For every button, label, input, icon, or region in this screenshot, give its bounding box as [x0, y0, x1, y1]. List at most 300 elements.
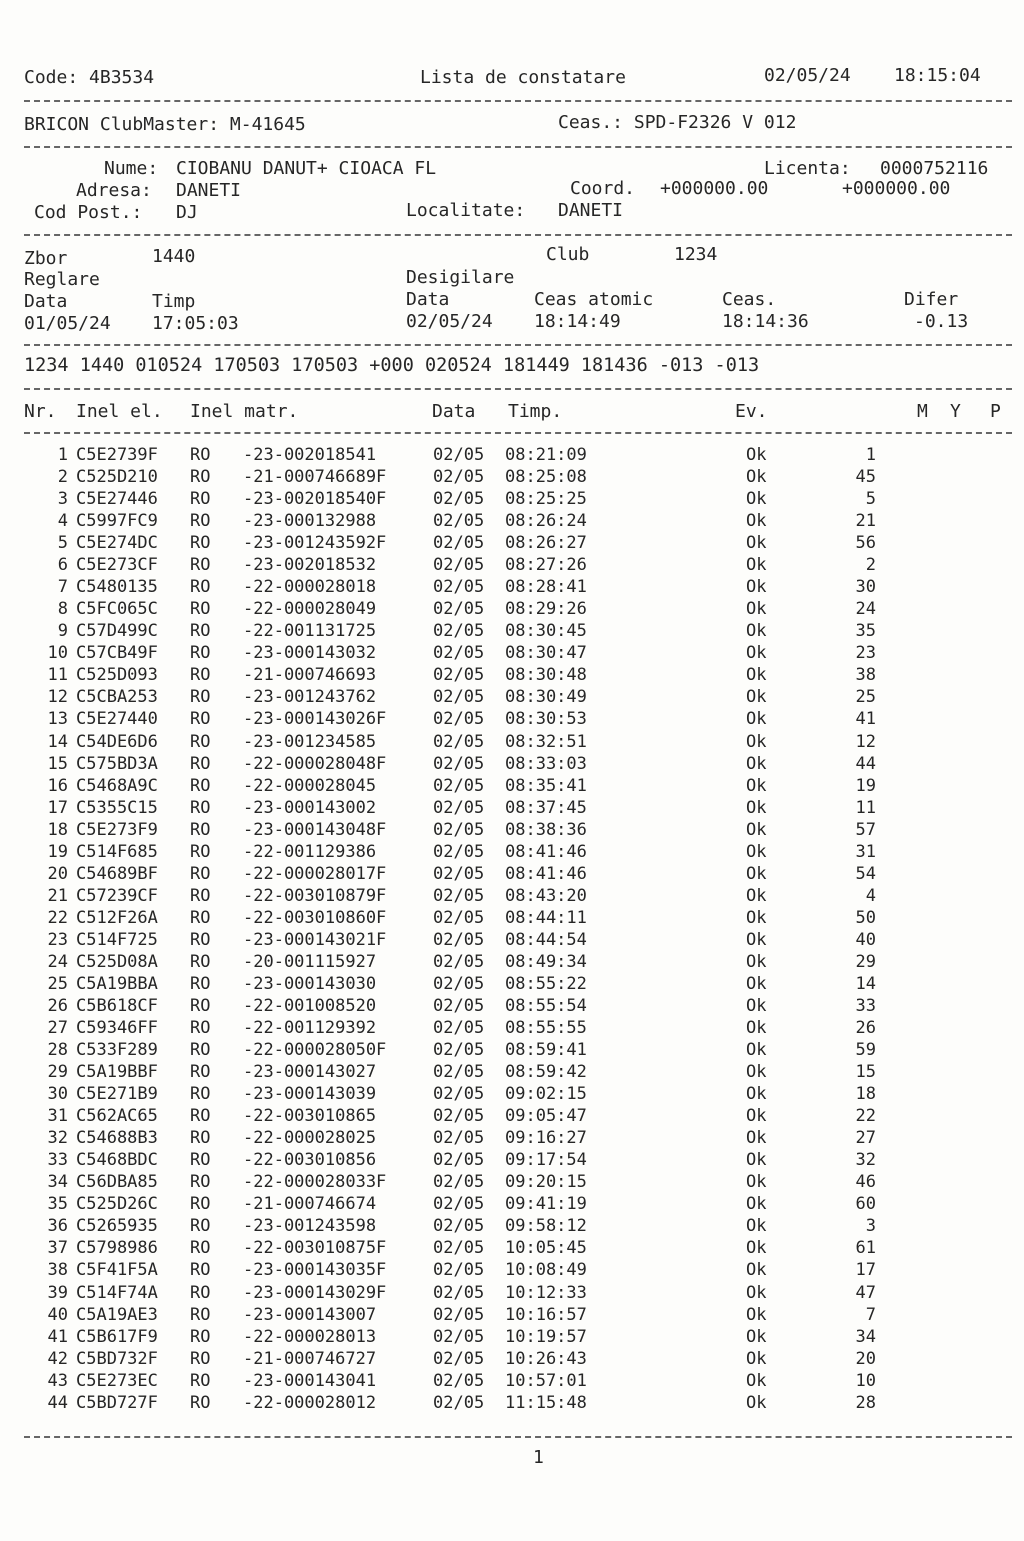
- arrival-date: 02/05: [433, 1172, 485, 1193]
- event-status: Ok: [746, 1392, 767, 1413]
- arrival-position: 41: [855, 709, 876, 730]
- electronic-ring: C525D210: [76, 467, 158, 488]
- electronic-ring: C562AC65: [76, 1106, 158, 1127]
- arrival-time: 10:57:01: [505, 1370, 587, 1391]
- electronic-ring: C5BD732F: [76, 1348, 158, 1369]
- event-status: Ok: [746, 1194, 767, 1215]
- table-row: [0, 1061, 1024, 1083]
- ring-country: RO: [190, 1106, 211, 1127]
- table-row: [0, 708, 1024, 730]
- desigilare-date: 02/05/24: [406, 311, 493, 332]
- arrival-time: 08:21:09: [505, 445, 587, 465]
- ring-number: -23-001243762: [243, 687, 377, 708]
- electronic-ring: C5E2739F: [76, 445, 158, 465]
- event-status: Ok: [746, 1018, 767, 1039]
- arrival-position: 11: [855, 797, 876, 818]
- arrival-date: 02/05: [433, 621, 485, 642]
- table-row: [0, 532, 1024, 554]
- ring-number: -22-000028049: [243, 599, 377, 620]
- locality-label: Localitate:: [406, 200, 526, 221]
- table-row: [0, 775, 1024, 797]
- ring-country: RO: [190, 709, 211, 730]
- ring-country: RO: [190, 1282, 211, 1303]
- arrival-position: 29: [855, 951, 876, 972]
- ring-country: RO: [190, 1326, 211, 1347]
- arrival-time: 08:26:27: [505, 533, 587, 554]
- name-label: Nume:: [104, 158, 159, 179]
- arrival-date: 02/05: [433, 797, 485, 818]
- col-header-data: Data: [432, 401, 476, 422]
- table-row: [0, 664, 1024, 686]
- event-status: Ok: [746, 687, 767, 708]
- table-row: [0, 576, 1024, 598]
- table-row: [0, 686, 1024, 708]
- ring-number: -22-001008520: [243, 996, 377, 1016]
- electronic-ring: C525D093: [76, 665, 158, 686]
- event-status: Ok: [746, 709, 767, 730]
- event-status: Ok: [746, 1304, 767, 1325]
- ring-country: RO: [190, 775, 211, 796]
- arrival-position: 1: [865, 445, 876, 465]
- table-row: [0, 841, 1024, 863]
- electronic-ring: C512F26A: [76, 907, 158, 928]
- ring-number: -22-000028045: [243, 775, 377, 796]
- arrival-date: 02/05: [433, 1326, 485, 1347]
- event-status: Ok: [746, 1370, 767, 1391]
- ring-number: -22-003010879F: [243, 885, 387, 906]
- event-status: Ok: [746, 555, 767, 576]
- ring-number: -23-000143039: [243, 1084, 377, 1105]
- table-row: [0, 1039, 1024, 1061]
- electronic-ring: C56DBA85: [76, 1172, 158, 1193]
- table-row: [0, 642, 1024, 664]
- arrival-position: 38: [855, 665, 876, 686]
- event-status: Ok: [746, 819, 767, 840]
- ring-country: RO: [190, 1194, 211, 1215]
- ring-country: RO: [190, 1260, 211, 1281]
- arrival-position: 32: [855, 1150, 876, 1171]
- row-number: 34: [47, 1172, 68, 1193]
- col-header-m: M: [917, 401, 928, 422]
- reglare-timp-label: Timp: [152, 291, 196, 312]
- arrival-time: 09:41:19: [505, 1194, 587, 1215]
- ring-number: -21-000746689F: [243, 467, 387, 488]
- arrival-date: 02/05: [433, 599, 485, 620]
- reglare-time: 17:05:03: [152, 313, 239, 334]
- ring-country: RO: [190, 489, 211, 510]
- ring-country: RO: [190, 1216, 211, 1237]
- table-row: [0, 1127, 1024, 1149]
- row-number: 14: [47, 731, 68, 752]
- arrival-date: 02/05: [433, 709, 485, 730]
- arrival-time: 10:26:43: [505, 1348, 587, 1369]
- arrival-date: 02/05: [433, 907, 485, 928]
- ring-number: -21-000746674: [243, 1194, 377, 1215]
- arrival-position: 28: [855, 1392, 876, 1413]
- electronic-ring: C5E273EC: [76, 1370, 158, 1391]
- separator: [24, 344, 1012, 346]
- license-number: 0000752116: [880, 158, 989, 179]
- ring-country: RO: [190, 687, 211, 708]
- event-status: Ok: [746, 489, 767, 510]
- ring-number: -22-003010860F: [243, 907, 387, 928]
- arrival-position: 15: [855, 1062, 876, 1083]
- ring-number: -23-000143002: [243, 797, 377, 818]
- table-row: [0, 1237, 1024, 1259]
- difference-value: -0.13: [914, 311, 969, 332]
- col-header-y: Y: [950, 401, 961, 422]
- arrival-time: 08:25:25: [505, 489, 587, 510]
- arrival-date: 02/05: [433, 1282, 485, 1303]
- table-row: [0, 1348, 1024, 1370]
- ring-country: RO: [190, 1018, 211, 1039]
- ring-country: RO: [190, 863, 211, 884]
- arrival-date: 02/05: [433, 1106, 485, 1127]
- ring-number: -22-000028050F: [243, 1040, 387, 1061]
- table-row: [0, 1171, 1024, 1193]
- row-number: 9: [57, 621, 68, 642]
- ring-country: RO: [190, 445, 211, 465]
- table-row: [0, 863, 1024, 885]
- ring-number: -21-000746693: [243, 665, 377, 686]
- event-status: Ok: [746, 599, 767, 620]
- arrival-position: 12: [855, 731, 876, 752]
- ring-number: -22-000028017F: [243, 863, 387, 884]
- license-label: Licenta:: [764, 158, 851, 179]
- event-status: Ok: [746, 511, 767, 532]
- arrival-date: 02/05: [433, 1370, 485, 1391]
- page-number: 1: [533, 1447, 544, 1468]
- arrival-date: 02/05: [433, 1216, 485, 1237]
- table-row: [0, 973, 1024, 995]
- event-status: Ok: [746, 533, 767, 554]
- electronic-ring: C5468A9C: [76, 775, 158, 796]
- arrival-position: 14: [855, 973, 876, 994]
- ring-country: RO: [190, 973, 211, 994]
- row-number: 8: [57, 599, 68, 620]
- row-number: 39: [47, 1282, 68, 1303]
- event-status: Ok: [746, 929, 767, 950]
- arrival-date: 02/05: [433, 533, 485, 554]
- arrival-time: 08:49:34: [505, 951, 587, 972]
- zbor-label: Zbor: [24, 248, 68, 269]
- ring-country: RO: [190, 577, 211, 598]
- ring-country: RO: [190, 665, 211, 686]
- ring-country: RO: [190, 929, 211, 950]
- row-number: 2: [57, 467, 68, 488]
- electronic-ring: C5E27446: [76, 489, 158, 510]
- arrival-time: 08:38:36: [505, 819, 587, 840]
- event-status: Ok: [746, 1106, 767, 1127]
- arrival-position: 27: [855, 1128, 876, 1149]
- event-status: Ok: [746, 1348, 767, 1369]
- arrival-date: 02/05: [433, 973, 485, 994]
- table-row: [0, 995, 1024, 1017]
- event-status: Ok: [746, 885, 767, 906]
- arrival-date: 02/05: [433, 731, 485, 752]
- arrival-date: 02/05: [433, 1018, 485, 1039]
- row-number: 16: [47, 775, 68, 796]
- electronic-ring: C57CB49F: [76, 643, 158, 664]
- arrival-time: 09:58:12: [505, 1216, 587, 1237]
- ring-country: RO: [190, 1128, 211, 1149]
- arrival-position: 21: [855, 511, 876, 532]
- arrival-time: 09:16:27: [505, 1128, 587, 1149]
- arrival-time: 08:44:54: [505, 929, 587, 950]
- arrival-time: 08:30:45: [505, 621, 587, 642]
- event-status: Ok: [746, 577, 767, 598]
- electronic-ring: C533F289: [76, 1040, 158, 1061]
- event-status: Ok: [746, 665, 767, 686]
- electronic-ring: C5B617F9: [76, 1326, 158, 1347]
- arrival-time: 08:44:11: [505, 907, 587, 928]
- electronic-ring: C5F41F5A: [76, 1260, 158, 1281]
- ring-country: RO: [190, 1304, 211, 1325]
- event-status: Ok: [746, 1062, 767, 1083]
- table-row: [0, 620, 1024, 642]
- row-number: 28: [47, 1040, 68, 1061]
- electronic-ring: C5798986: [76, 1238, 158, 1259]
- desigilare-data-label: Data: [406, 289, 450, 310]
- row-number: 37: [47, 1238, 68, 1259]
- event-status: Ok: [746, 1128, 767, 1149]
- separator: [24, 100, 1012, 102]
- ceas-atomic-label: Ceas atomic: [534, 289, 654, 310]
- arrival-date: 02/05: [433, 1040, 485, 1061]
- coord-x: +000000.00: [660, 178, 769, 199]
- atomic-clock-time: 18:14:49: [534, 311, 621, 332]
- electronic-ring: C514F74A: [76, 1282, 158, 1303]
- ring-number: -23-001243598: [243, 1216, 377, 1237]
- arrival-date: 02/05: [433, 1238, 485, 1259]
- event-status: Ok: [746, 753, 767, 774]
- print-date: 02/05/24: [764, 65, 851, 86]
- electronic-ring: C5B618CF: [76, 996, 158, 1016]
- row-number: 1: [57, 445, 68, 465]
- ring-country: RO: [190, 1238, 211, 1259]
- arrival-date: 02/05: [433, 643, 485, 664]
- event-status: Ok: [746, 775, 767, 796]
- row-number: 4: [57, 511, 68, 532]
- event-status: Ok: [746, 1238, 767, 1259]
- arrival-time: 08:30:47: [505, 643, 587, 664]
- arrival-time: 08:28:41: [505, 577, 587, 598]
- table-row: [0, 466, 1024, 488]
- ring-number: -23-001234585: [243, 731, 377, 752]
- arrival-date: 02/05: [433, 665, 485, 686]
- table-row: [0, 444, 1024, 466]
- ring-country: RO: [190, 467, 211, 488]
- ring-country: RO: [190, 533, 211, 554]
- electronic-ring: C54DE6D6: [76, 731, 158, 752]
- event-status: Ok: [746, 1040, 767, 1061]
- arrival-time: 09:17:54: [505, 1150, 587, 1171]
- reglare-label: Reglare: [24, 269, 100, 290]
- electronic-ring: C514F725: [76, 929, 158, 950]
- arrival-time: 08:41:46: [505, 863, 587, 884]
- ring-number: -23-000143032: [243, 643, 377, 664]
- table-row: [0, 488, 1024, 510]
- row-number: 26: [47, 996, 68, 1016]
- event-status: Ok: [746, 1326, 767, 1347]
- separator: [24, 146, 1012, 148]
- electronic-ring: C5BD727F: [76, 1392, 158, 1413]
- table-row: [0, 1282, 1024, 1304]
- desigilare-label: Desigilare: [406, 267, 515, 288]
- ring-number: -23-000143026F: [243, 709, 387, 730]
- table-row: [0, 554, 1024, 576]
- arrival-date: 02/05: [433, 489, 485, 510]
- col-header-nr: Nr.: [24, 401, 57, 422]
- event-status: Ok: [746, 1150, 767, 1171]
- arrival-position: 26: [855, 1018, 876, 1039]
- arrival-time: 08:59:42: [505, 1062, 587, 1083]
- table-row: [0, 951, 1024, 973]
- table-row: [0, 929, 1024, 951]
- table-row: [0, 1326, 1024, 1348]
- table-row: [0, 1392, 1024, 1414]
- ring-number: -22-001131725: [243, 621, 377, 642]
- ring-number: -22-000028018: [243, 577, 377, 598]
- arrival-position: 20: [855, 1348, 876, 1369]
- row-number: 31: [47, 1106, 68, 1127]
- arrival-position: 34: [855, 1326, 876, 1347]
- separator: [24, 432, 1012, 434]
- event-status: Ok: [746, 1216, 767, 1237]
- event-status: Ok: [746, 1282, 767, 1303]
- table-row: [0, 907, 1024, 929]
- arrival-position: 3: [865, 1216, 876, 1237]
- row-number: 21: [47, 885, 68, 906]
- arrival-position: 7: [865, 1304, 876, 1325]
- arrival-date: 02/05: [433, 577, 485, 598]
- table-row: [0, 1215, 1024, 1237]
- arrival-date: 02/05: [433, 1392, 485, 1413]
- ring-country: RO: [190, 996, 211, 1016]
- difer-label: Difer: [904, 289, 959, 310]
- table-row: [0, 1149, 1024, 1171]
- arrival-date: 02/05: [433, 863, 485, 884]
- row-number: 18: [47, 819, 68, 840]
- arrival-position: 46: [855, 1172, 876, 1193]
- arrival-date: 02/05: [433, 753, 485, 774]
- row-number: 7: [57, 577, 68, 598]
- electronic-ring: C5480135: [76, 577, 158, 598]
- clubmaster-label: BRICON ClubMaster: M-41645: [24, 114, 306, 135]
- arrival-date: 02/05: [433, 1150, 485, 1171]
- separator: [24, 234, 1012, 236]
- ring-country: RO: [190, 555, 211, 576]
- arrival-time: 09:05:47: [505, 1106, 587, 1127]
- ring-number: -23-000143007: [243, 1304, 377, 1325]
- table-row: [0, 1105, 1024, 1127]
- arrival-time: 09:20:15: [505, 1172, 587, 1193]
- arrival-time: 08:55:54: [505, 996, 587, 1016]
- ring-country: RO: [190, 1084, 211, 1105]
- electronic-ring: C5A19AE3: [76, 1304, 158, 1325]
- arrival-position: 23: [855, 643, 876, 664]
- owner-address: DANETI: [176, 180, 242, 201]
- arrival-time: 08:41:46: [505, 841, 587, 862]
- table-row: [0, 819, 1024, 841]
- row-number: 22: [47, 907, 68, 928]
- reglare-data-label: Data: [24, 291, 68, 312]
- row-number: 32: [47, 1128, 68, 1149]
- club-label: Club: [546, 244, 590, 265]
- table-row: [0, 753, 1024, 775]
- arrival-position: 31: [855, 841, 876, 862]
- ring-country: RO: [190, 621, 211, 642]
- arrival-position: 33: [855, 996, 876, 1016]
- ring-number: -23-002018541: [243, 445, 377, 465]
- ring-number: -23-001243592F: [243, 533, 387, 554]
- ring-number: -23-000143029F: [243, 1282, 387, 1303]
- ring-country: RO: [190, 731, 211, 752]
- arrival-position: 10: [855, 1370, 876, 1391]
- arrival-date: 02/05: [433, 1194, 485, 1215]
- ring-number: -23-000143021F: [243, 929, 387, 950]
- col-header-inel-el: Inel el.: [76, 401, 163, 422]
- postal-label: Cod Post.:: [34, 202, 143, 223]
- table-row: [0, 598, 1024, 620]
- arrival-time: 08:55:22: [505, 973, 587, 994]
- ring-country: RO: [190, 819, 211, 840]
- row-number: 23: [47, 929, 68, 950]
- event-status: Ok: [746, 951, 767, 972]
- arrival-position: 61: [855, 1238, 876, 1259]
- club-value: 1234: [674, 244, 718, 265]
- arrival-date: 02/05: [433, 687, 485, 708]
- row-number: 42: [47, 1348, 68, 1369]
- code-label: Code: 4B3534: [24, 67, 155, 88]
- arrival-time: 08:37:45: [505, 797, 587, 818]
- ring-country: RO: [190, 1040, 211, 1061]
- row-number: 6: [57, 555, 68, 576]
- row-number: 20: [47, 863, 68, 884]
- table-row: [0, 510, 1024, 532]
- arrival-time: 08:29:26: [505, 599, 587, 620]
- arrival-position: 19: [855, 775, 876, 796]
- row-number: 29: [47, 1062, 68, 1083]
- ring-country: RO: [190, 1172, 211, 1193]
- electronic-ring: C514F685: [76, 841, 158, 862]
- arrival-position: 45: [855, 467, 876, 488]
- arrival-time: 10:05:45: [505, 1238, 587, 1259]
- reglare-date: 01/05/24: [24, 313, 111, 334]
- row-number: 43: [47, 1370, 68, 1391]
- arrival-date: 02/05: [433, 885, 485, 906]
- owner-name: CIOBANU DANUT+ CIOACA FL: [176, 158, 437, 179]
- ring-country: RO: [190, 599, 211, 620]
- electronic-ring: C59346FF: [76, 1018, 158, 1039]
- arrival-position: 22: [855, 1106, 876, 1127]
- row-number: 35: [47, 1194, 68, 1215]
- ring-number: -23-000143035F: [243, 1260, 387, 1281]
- arrival-date: 02/05: [433, 1128, 485, 1149]
- ring-number: -22-001129392: [243, 1018, 377, 1039]
- arrival-time: 08:35:41: [505, 775, 587, 796]
- ring-number: -23-000132988: [243, 511, 377, 532]
- arrival-date: 02/05: [433, 775, 485, 796]
- arrival-time: 08:27:26: [505, 555, 587, 576]
- ring-country: RO: [190, 643, 211, 664]
- ring-number: -23-000143048F: [243, 819, 387, 840]
- row-number: 24: [47, 951, 68, 972]
- row-number: 38: [47, 1260, 68, 1281]
- electronic-ring: C5A19BBA: [76, 973, 158, 994]
- row-number: 30: [47, 1084, 68, 1105]
- row-number: 15: [47, 753, 68, 774]
